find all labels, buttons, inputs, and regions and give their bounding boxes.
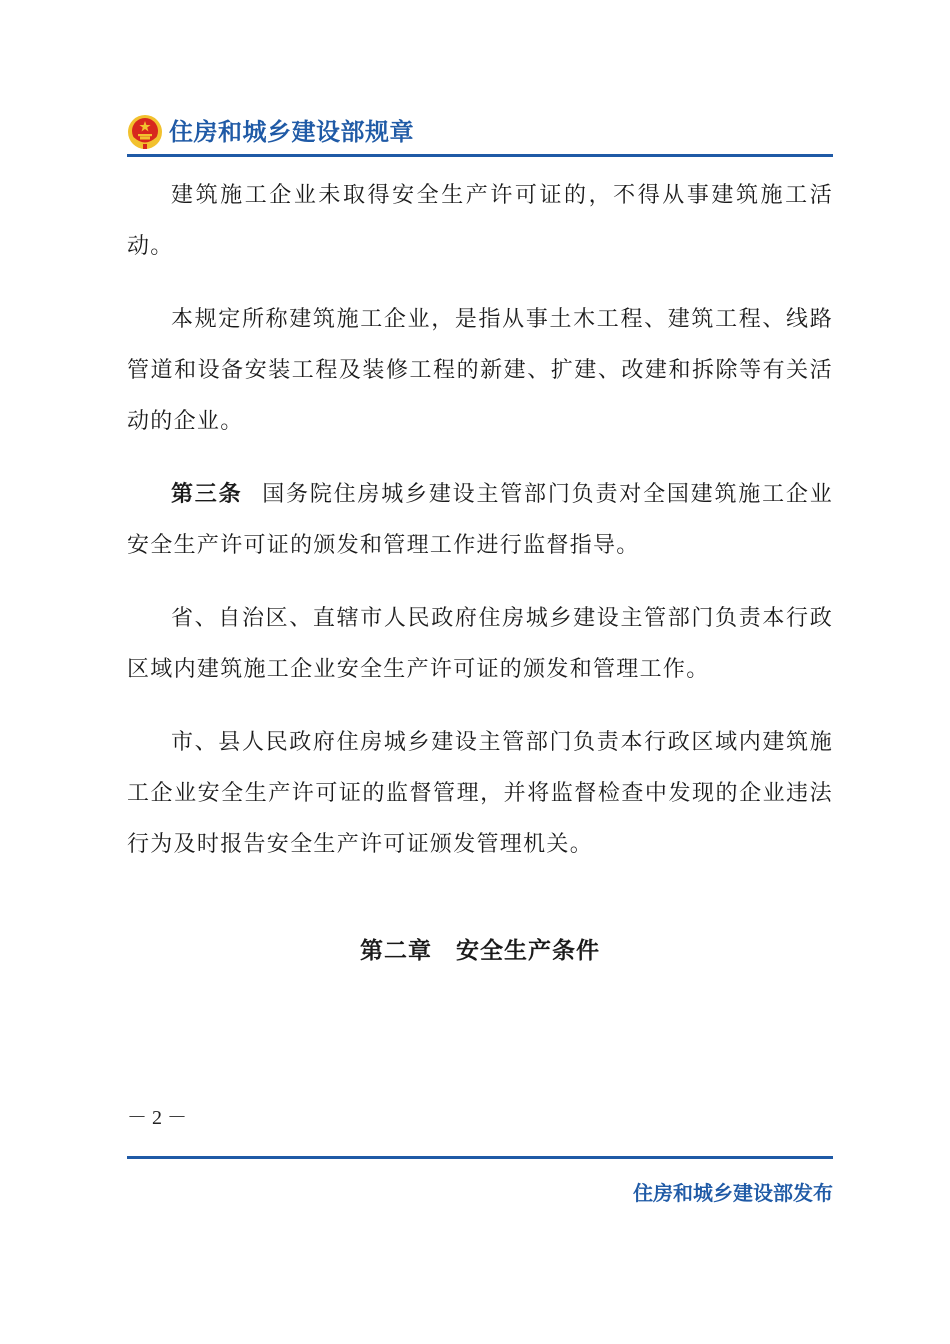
footer-publisher: 住房和城乡建设部发布 (633, 1181, 833, 1205)
paragraph (127, 717, 833, 870)
paragraph-text: 市、县人民政府住房城乡建设主管部门负责本行政区域内建筑施工企业安全生产许可证的监督管理，并将监督检查中发现的企业违法行为及时报告安全生产许可证颁发管理机关。 (127, 730, 833, 857)
paragraph (127, 170, 833, 272)
national-emblem-icon (127, 114, 163, 150)
paragraph-text: 国务院住房城乡建设主管部门负责对全国建筑施工企业安全生产许可证的颁发和管理工作进行监督指导。 (127, 482, 834, 558)
article-paragraph (127, 469, 833, 571)
document-body (127, 170, 833, 892)
footer-divider (127, 1156, 833, 1159)
paragraph (127, 593, 833, 695)
paragraph-text: 省、自治区、直辖市人民政府住房城乡建设主管部门负责本行政区域内建筑施工企业安全生产许可证的颁发和管理工作。 (127, 606, 833, 682)
chapter-title: 第二章 安全生产条件 (360, 938, 600, 964)
document-header (127, 112, 833, 156)
paragraph-text: 本规定所称建筑施工企业，是指从事土木工程、建筑工程、线路管道和设备安装工程及装修工程的新建、扩建、改建和拆除等有关活动的企业。 (127, 307, 833, 434)
article-label: 第三条 (171, 482, 243, 507)
paragraph-text: 建筑施工企业未取得安全生产许可证的，不得从事建筑施工活动。 (127, 183, 833, 259)
page-number: － 2 － (127, 1107, 187, 1129)
paragraph (127, 294, 833, 447)
header-title: 住房和城乡建设部规章 (169, 118, 414, 146)
header-divider (127, 154, 833, 157)
